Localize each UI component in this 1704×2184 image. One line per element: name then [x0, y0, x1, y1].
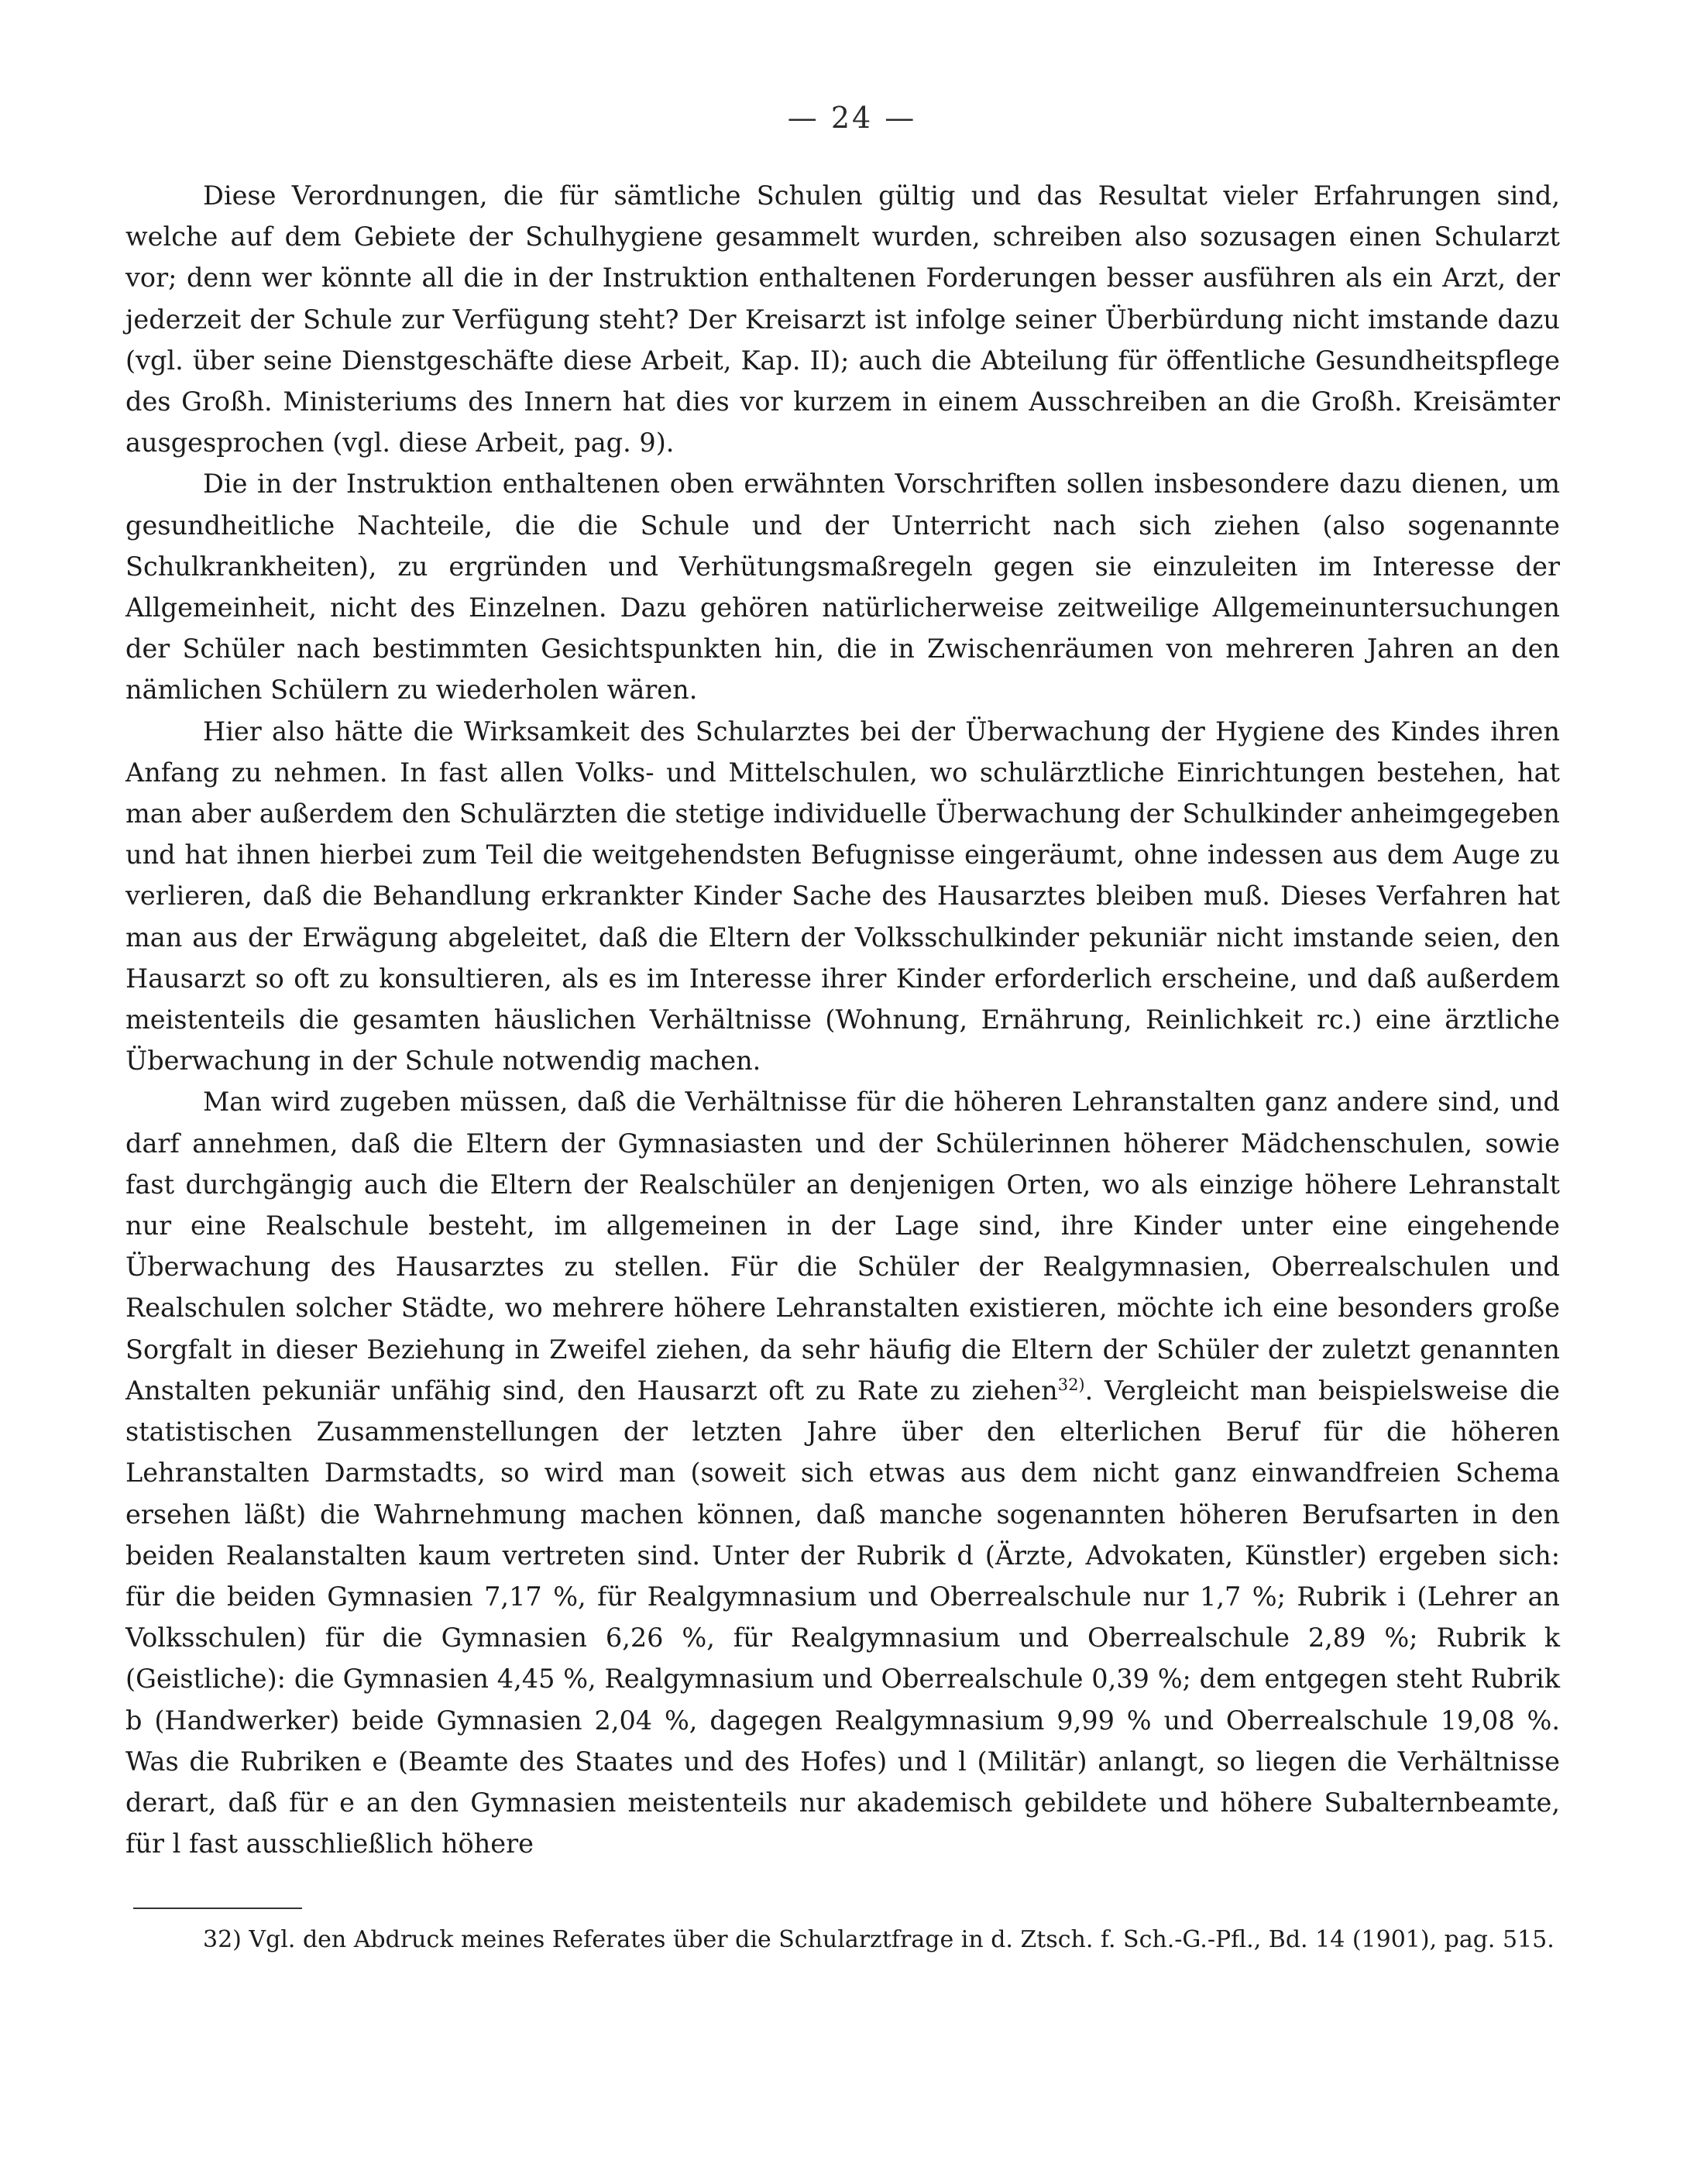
footnote-divider [133, 1908, 302, 1909]
paragraph-text: Man wird zugeben müssen, daß die Verhältnisse für die höheren Lehranstalten ganz andere sind, und darf annehmen, daß die Eltern der Gymnasiasten und der Schülerinnen höherer Mädchenschulen, sowie fast durchgängig auch die Eltern der Realschüler an denjenigen Orten, wo als einzige höhere Lehranstalt nur eine Realschule besteht, im allgemeinen in der Lage sind, ihre Kinder unter eine eingehende Überwachung des Hausarztes zu stellen. Für die Schüler der Realgymnasien, Oberrealschulen und Realschulen solcher Städte, wo mehrere höhere Lehranstalten existieren, möchte ich eine besonders große Sorgfalt in dieser Beziehung in Zweifel ziehen, da sehr häufig die Eltern der Schüler der zuletzt genannten Anstalten pekuniär unfähig sind, den Hausarzt oft zu Rate zu ziehen [125, 1087, 1560, 1406]
paragraph [125, 463, 1560, 710]
paragraph-text: . Vergleicht man beispielsweise die statistischen Zusammenstellungen der letzten Jahre über den elterlichen Beruf für die höheren Lehranstalten Darmstadts, so wird man (soweit sich etwas aus dem nicht ganz einwandfreien Schema ersehen läßt) die Wahrnehmung machen können, daß manche sogenannten höheren Berufsarten in den beiden Realanstalten kaum vertreten sind. Unter der Rubrik d (Ärzte, Advokaten, Künstler) ergeben sich: für die beiden Gymnasien 7,17 %, für Realgymnasium und Oberrealschule nur 1,7 %; Rubrik i (Lehrer an Volksschulen) für die Gymnasien 6,26 %, für Realgymnasium und Oberrealschule 2,89 %; Rubrik k (Geistliche): die Gymnasien 4,45 %, Realgymnasium und Oberrealschule 0,39 %; dem entgegen steht Rubrik b (Handwerker) beide Gymnasien 2,04 %, dagegen Realgymnasium 9,99 % und Oberrealschule 19,08 %. Was die Rubriken e (Beamte des Staates und des Hofes) und l (Militär) anlangt, so liegen die Verhältnisse derart, daß für e an den Gymnasien meistenteils nur akademisch gebildete und höhere Subalternbeamte, für l fast ausschließlich höhere [125, 1375, 1560, 1859]
paragraph-text: Hier also hätte die Wirksamkeit des Schularztes bei der Überwachung der Hygiene des Kindes ihren Anfang zu nehmen. In fast allen Volks- und Mittelschulen, wo schulärztliche Einrichtungen bestehen, hat man aber außerdem den Schulärzten die stetige individuelle Überwachung der Schulkinder anheimgegeben und hat ihnen hierbei zum Teil die weitgehendsten Befugnisse eingeräumt, ohne indessen aus dem Auge zu verlieren, daß die Behandlung erkrankter Kinder Sache des Hausarztes bleiben muß. Dieses Verfahren hat man aus der Erwägung abgeleitet, daß die Eltern der Volksschulkinder pekuniär nicht imstande seien, den Hausarzt so oft zu konsultieren, als es im Interesse ihrer Kinder erforderlich erscheine, und daß außerdem meistenteils die gesamten häuslichen Verhältnisse (Wohnung, Ernährung, Reinlichkeit rc.) eine ärztliche Überwachung in der Schule notwendig machen. [125, 716, 1560, 1077]
page-number: — 24 — [787, 101, 917, 135]
footnote-reference: 32) [1057, 1375, 1085, 1394]
paragraph [125, 175, 1560, 463]
paragraph [125, 711, 1560, 1082]
body-text [125, 175, 1560, 1864]
footnote: 32) Vgl. den Abdruck meines Referates über die Schularztfrage in d. Ztsch. f. Sch.-G.-Pfl., Bd. 14 (1901), pag. 515. [203, 1926, 1555, 1953]
paragraph [125, 1081, 1560, 1864]
paragraph-text: Die in der Instruktion enthaltenen oben erwähnten Vorschriften sollen insbesondere dazu dienen, um gesundheitliche Nachteile, die die Schule und der Unterricht nach sich ziehen (also sogenannte Schulkrankheiten), zu ergründen und Verhütungsmaßregeln gegen sie einzuleiten im Interesse der Allgemeinheit, nicht des Einzelnen. Dazu gehören natürlicherweise zeitweilige Allgemeinuntersuchungen der Schüler nach bestimmten Gesichtspunkten hin, die in Zwischenräumen von mehreren Jahren an den nämlichen Schülern zu wiederholen wären. [125, 469, 1560, 706]
paragraph-text: Diese Verordnungen, die für sämtliche Schulen gültig und das Resultat vieler Erfahrungen sind, welche auf dem Gebiete der Schulhygiene gesammelt wurden, schreiben also sozusagen einen Schularzt vor; denn wer könnte all die in der Instruktion enthaltenen Forderungen besser ausführen als ein Arzt, der jederzeit der Schule zur Verfügung steht? Der Kreisarzt ist infolge seiner Überbürdung nicht imstande dazu (vgl. über seine Dienstgeschäfte diese Arbeit, Kap. II); auch die Abteilung für öffentliche Gesundheitspflege des Großh. Ministeriums des Innern hat dies vor kurzem in einem Ausschreiben an die Großh. Kreisämter ausgesprochen (vgl. diese Arbeit, pag. 9). [125, 180, 1560, 458]
